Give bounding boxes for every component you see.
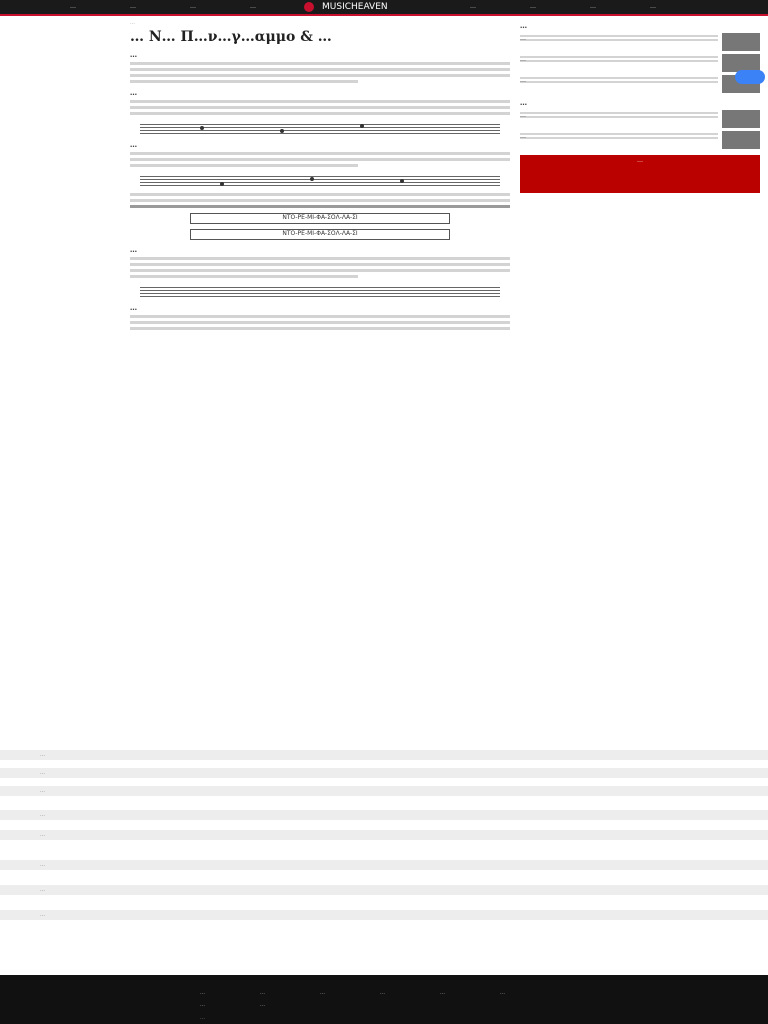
sidebar-item[interactable] xyxy=(520,33,760,51)
comment-header: … xyxy=(0,860,768,870)
article xyxy=(130,18,510,333)
footer-link[interactable]: … xyxy=(380,990,385,996)
footer-link[interactable]: … xyxy=(320,990,325,996)
nav-item[interactable]: … xyxy=(650,3,656,10)
comments-section xyxy=(0,750,768,960)
section-heading: … xyxy=(130,141,137,149)
comment-header: … xyxy=(0,910,768,920)
sidebar-header: … xyxy=(520,22,527,30)
sidebar-item[interactable] xyxy=(520,110,760,128)
section-heading: … xyxy=(130,304,137,312)
nav-item[interactable]: … xyxy=(530,3,536,10)
thumbnail-image[interactable] xyxy=(722,110,760,128)
comment-header: … xyxy=(0,786,768,796)
nav-item[interactable]: … xyxy=(590,3,596,10)
staff-box: NTO-PE-MI-ΦA-ΣOΛ-ΛA-ΣI xyxy=(190,213,450,224)
section-heading: … xyxy=(130,246,137,254)
footer-link[interactable]: … xyxy=(200,1002,205,1008)
site-logo[interactable] xyxy=(300,0,440,14)
comment-header: … xyxy=(0,885,768,895)
footer-link[interactable]: … xyxy=(260,990,265,996)
page-title: … Ν… Π…ν…γ…αμμο & … xyxy=(130,29,332,45)
footer-link[interactable]: … xyxy=(200,990,205,996)
promo-banner[interactable]: … xyxy=(520,155,760,193)
logo-icon xyxy=(304,2,314,12)
nav-item[interactable]: … xyxy=(70,3,76,10)
staff-box: NTO-PE-MI-ΦA-ΣOΛ-ΛA-ΣI xyxy=(190,229,450,240)
music-staff xyxy=(130,121,510,135)
sidebar xyxy=(520,16,760,193)
nav-item[interactable]: … xyxy=(190,3,196,10)
article-subheading: … xyxy=(130,51,137,59)
floating-action-button[interactable] xyxy=(735,70,765,84)
footer-bottom-text: … xyxy=(200,1015,205,1021)
thumbnail-image[interactable] xyxy=(722,131,760,149)
breadcrumb[interactable]: … xyxy=(130,20,135,26)
comment-header: … xyxy=(0,750,768,760)
footer-link[interactable]: … xyxy=(500,990,505,996)
logo-text: MUSICHEAVEN xyxy=(322,2,388,12)
comment-header: … xyxy=(0,768,768,778)
sidebar-item[interactable] xyxy=(520,54,760,72)
footer-links xyxy=(200,990,580,1008)
music-staff xyxy=(130,284,510,298)
section-heading: … xyxy=(130,89,137,97)
sidebar-item[interactable] xyxy=(520,75,760,93)
sidebar-section-title: … xyxy=(520,99,527,107)
nav-item[interactable]: … xyxy=(250,3,256,10)
thumbnail-image[interactable] xyxy=(722,33,760,51)
comment-header: … xyxy=(0,810,768,820)
footer xyxy=(0,975,768,1024)
sidebar-item[interactable] xyxy=(520,131,760,149)
nav-item[interactable]: … xyxy=(130,3,136,10)
nav-item[interactable]: … xyxy=(470,3,476,10)
footer-link[interactable]: … xyxy=(440,990,445,996)
music-staff xyxy=(130,173,510,187)
footer-link[interactable]: … xyxy=(260,1002,265,1008)
top-nav-bar xyxy=(0,0,768,14)
comment-header: … xyxy=(0,830,768,840)
